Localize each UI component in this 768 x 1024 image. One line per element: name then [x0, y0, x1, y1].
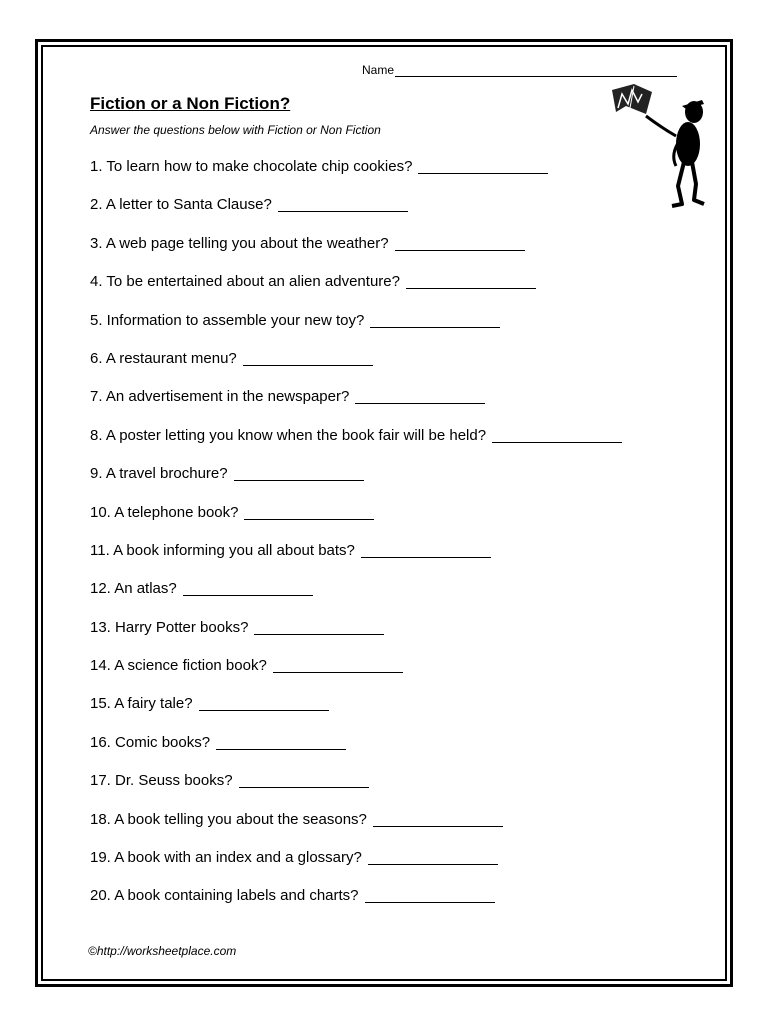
worksheet-title: Fiction or a Non Fiction?: [90, 94, 291, 113]
footer-credit: ©http://worksheetplace.com: [88, 944, 237, 958]
question-text: 9. A travel brochure?: [90, 465, 228, 483]
question-text: 12. An atlas?: [90, 580, 177, 598]
person-reading-book-icon: [606, 82, 710, 210]
answer-blank[interactable]: [373, 809, 503, 827]
answer-blank[interactable]: [395, 233, 525, 251]
question-1: [90, 156, 622, 194]
answer-blank[interactable]: [216, 732, 346, 750]
question-12: [90, 578, 622, 616]
question-text: 15. A fairy tale?: [90, 695, 193, 713]
answer-blank[interactable]: [406, 271, 536, 289]
question-18: [90, 809, 622, 847]
question-text: 19. A book with an index and a glossary?: [90, 849, 362, 867]
question-text: 17. Dr. Seuss books?: [90, 772, 233, 790]
question-text: 5. Information to assemble your new toy?: [90, 311, 365, 329]
question-text: 11. A book informing you all about bats?: [90, 541, 355, 559]
answer-blank[interactable]: [239, 770, 369, 788]
answer-blank[interactable]: [243, 348, 373, 366]
question-19: [90, 847, 622, 885]
question-4: [90, 271, 622, 309]
question-text: 2. A letter to Santa Clause?: [90, 196, 272, 214]
question-text: 4. To be entertained about an alien adventure?: [90, 273, 400, 291]
question-11: [90, 540, 622, 578]
question-2: [90, 194, 622, 232]
question-text: 3. A web page telling you about the weather?: [90, 234, 389, 252]
answer-blank[interactable]: [254, 617, 384, 635]
question-10: [90, 502, 622, 540]
answer-blank[interactable]: [234, 463, 364, 481]
answer-blank[interactable]: [183, 578, 313, 596]
answer-blank[interactable]: [199, 693, 329, 711]
question-9: [90, 463, 622, 501]
question-text: 6. A restaurant menu?: [90, 349, 237, 367]
question-7: [90, 386, 622, 424]
answer-blank[interactable]: [370, 310, 500, 328]
question-text: 16. Comic books?: [90, 733, 211, 751]
name-row: [362, 63, 677, 77]
answer-blank[interactable]: [273, 655, 403, 673]
question-6: [90, 348, 622, 386]
question-15: [90, 693, 622, 731]
question-5: [90, 310, 622, 348]
answer-blank[interactable]: [365, 885, 495, 903]
question-13: [90, 617, 622, 655]
answer-blank[interactable]: [278, 194, 408, 212]
question-8: [90, 425, 622, 463]
question-14: [90, 655, 622, 693]
question-text: 8. A poster letting you know when the book fair will be held?: [90, 426, 487, 444]
question-text: 1. To learn how to make chocolate chip cookies?: [90, 158, 413, 175]
question-text: 13. Harry Potter books?: [90, 618, 249, 636]
answer-blank[interactable]: [361, 540, 491, 558]
question-16: [90, 732, 622, 770]
question-list: [90, 156, 622, 924]
answer-blank[interactable]: [244, 502, 374, 520]
answer-blank[interactable]: [418, 156, 548, 174]
question-3: [90, 233, 622, 271]
name-label: Name: [362, 63, 395, 77]
answer-blank[interactable]: [368, 847, 498, 865]
question-text: 18. A book telling you about the seasons?: [90, 810, 367, 828]
answer-blank[interactable]: [355, 386, 485, 404]
question-17: [90, 770, 622, 808]
question-text: 7. An advertisement in the newspaper?: [90, 388, 350, 406]
question-text: 14. A science fiction book?: [90, 657, 267, 675]
question-text: 10. A telephone book?: [90, 503, 239, 521]
question-20: [90, 885, 622, 923]
worksheet-instructions: Answer the questions below with Fiction or Non Fiction: [90, 123, 381, 137]
answer-blank[interactable]: [492, 425, 622, 443]
question-text: 20. A book containing labels and charts?: [90, 887, 359, 905]
name-blank[interactable]: [395, 63, 677, 77]
